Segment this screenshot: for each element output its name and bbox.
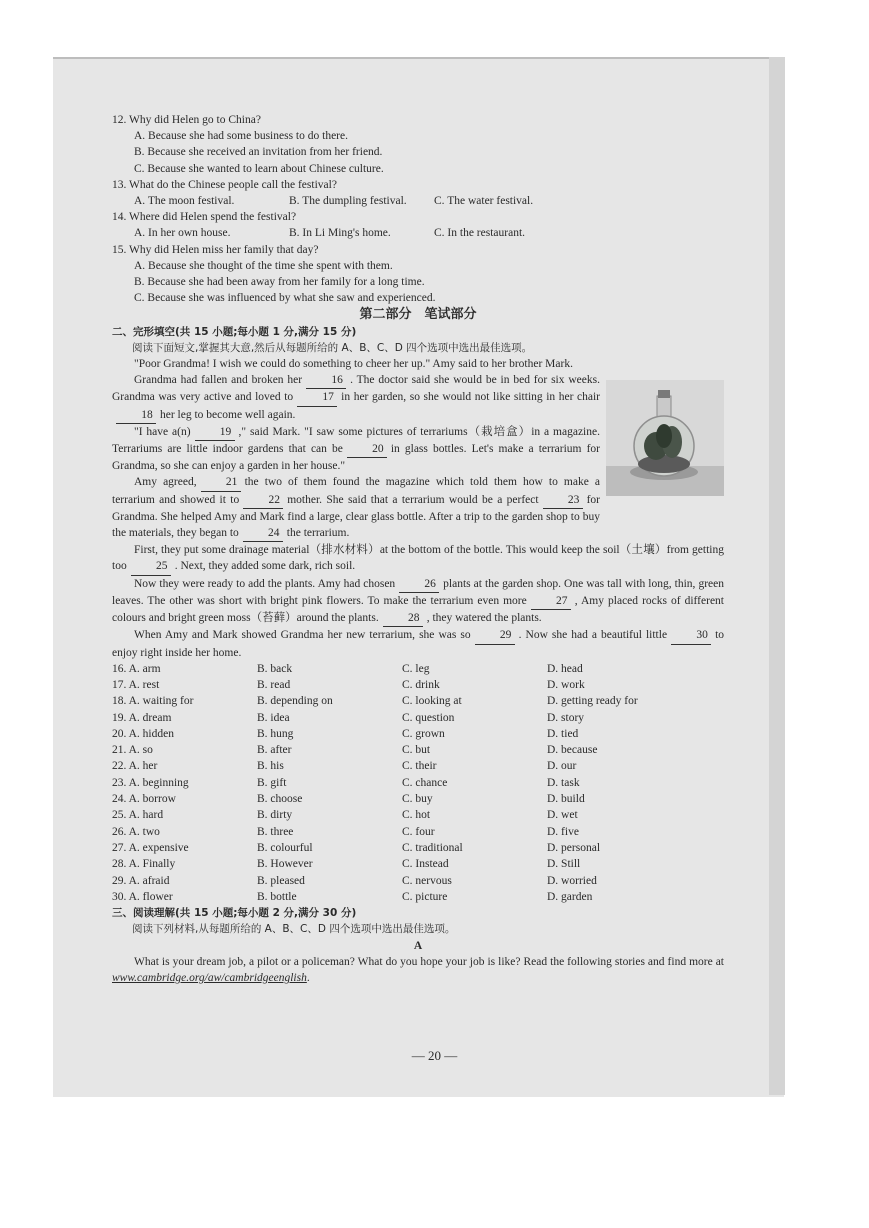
option: C. Because she wanted to learn about Chinese culture. xyxy=(134,162,384,175)
option-cell: D. wet xyxy=(547,809,578,822)
reading-section-heading: 三、阅读理解(共 15 小题;每小题 2 分,满分 30 分) xyxy=(112,907,357,920)
option-cell: B. bottle xyxy=(257,890,297,903)
blank-29: 29 xyxy=(475,627,515,644)
option-cell: C. grown xyxy=(402,727,445,740)
option-cell: 25. A. hard xyxy=(112,809,164,822)
blank-25: 25 xyxy=(131,558,171,575)
blank-17: 17 xyxy=(297,389,337,406)
option-cell: D. build xyxy=(547,793,585,806)
option-cell: B. depending on xyxy=(257,695,333,708)
option: C. The water festival. xyxy=(434,195,534,208)
option: C. In the restaurant. xyxy=(434,227,526,240)
option-cell: D. worried xyxy=(547,874,597,887)
option-cell: 16. A. arm xyxy=(112,662,161,675)
listening-questions xyxy=(112,112,724,306)
option-cell: 21. A. so xyxy=(112,744,153,757)
cloze-paragraph: "I have a(n) 19 ," said Mark. "I saw some pictures of terrariums（栽培盒）in a magazine. Terrariums are little indoor gardens that can be 20 in glass bottles. Let's make a terrarium for Grandma, so she can enjoy a garden in her house." xyxy=(112,425,600,473)
option-cell: 27. A. expensive xyxy=(112,841,189,854)
option-cell: 24. A. borrow xyxy=(112,793,176,806)
blank-18: 18 xyxy=(116,407,156,424)
option: A. In her own house. xyxy=(134,227,231,240)
option-cell: C. picture xyxy=(402,890,448,903)
option-cell: B. choose xyxy=(257,793,303,806)
option-cell: C. buy xyxy=(402,793,433,806)
option: B. Because she had been away from her family for a long time. xyxy=(134,276,425,289)
option-cell: D. head xyxy=(547,662,583,675)
question-14: 14. Where did Helen spend the festival? xyxy=(112,211,297,224)
option: A. The moon festival. xyxy=(134,195,235,208)
blank-21: 21 xyxy=(201,474,241,491)
option-cell: B. three xyxy=(257,825,294,838)
part-two-title: 第二部分 笔试部分 xyxy=(359,307,477,323)
option-cell: D. our xyxy=(547,760,577,773)
option-cell: B. his xyxy=(257,760,284,773)
blank-23: 23 xyxy=(543,492,583,509)
option-cell: D. task xyxy=(547,776,580,789)
blank-28: 28 xyxy=(383,610,423,627)
cloze-paragraph: When Amy and Mark showed Grandma her new terrarium, she was so 29 . Now she had a beautiful little 30 to enjoy right inside her home. xyxy=(112,629,725,659)
option-cell: C. Instead xyxy=(402,858,449,871)
option-cell: 26. A. two xyxy=(112,825,160,838)
option-cell: 18. A. waiting for xyxy=(112,695,194,708)
option-cell: D. personal xyxy=(547,841,601,854)
option-cell: C. looking at xyxy=(402,695,462,708)
option-cell: C. chance xyxy=(402,776,448,789)
option-cell: D. because xyxy=(547,744,598,757)
option-cell: C. hot xyxy=(402,809,431,822)
terrarium-image xyxy=(606,380,724,496)
option-cell: B. hung xyxy=(257,727,294,740)
option-cell: 29. A. afraid xyxy=(112,874,170,887)
option-cell: 30. A. flower xyxy=(112,890,173,903)
option: B. The dumpling festival. xyxy=(289,195,407,208)
cloze-paragraph: "Poor Grandma! I wish we could do something to cheer her up." Amy said to her brother Mark. xyxy=(134,358,573,371)
options-row xyxy=(134,193,724,209)
option-cell: C. question xyxy=(402,711,455,724)
blank-27: 27 xyxy=(531,593,571,610)
option: A. Because she thought of the time she spent with them. xyxy=(134,259,393,272)
option: B. In Li Ming's home. xyxy=(289,227,391,240)
option-cell: B. idea xyxy=(257,711,290,724)
option-cell: B. read xyxy=(257,679,291,691)
page-edge xyxy=(769,57,785,1095)
option: C. Because she was influenced by what she saw and experienced. xyxy=(134,292,436,305)
option-cell: D. Still xyxy=(547,858,581,871)
option-cell: 17. A. rest xyxy=(112,679,160,691)
option-cell: 22. A. her xyxy=(112,760,158,773)
reading-instruction: 阅读下列材料,从每题所给的 A、B、C、D 四个选项中选出最佳选项。 xyxy=(132,923,456,936)
blank-26: 26 xyxy=(399,576,439,593)
option: A. Because she had some business to do there. xyxy=(134,130,348,143)
option-cell: 28. A. Finally xyxy=(112,858,176,871)
option-cell: C. four xyxy=(402,825,435,838)
cloze-with-image xyxy=(112,372,724,542)
question-13: 13. What do the Chinese people call the festival? xyxy=(112,178,337,191)
option-cell: C. traditional xyxy=(402,841,463,854)
options-row xyxy=(134,225,724,241)
cloze-paragraph: Grandma had fallen and broken her 16 . The doctor said she would be in bed for six weeks. Grandma was very active and loved to 17 in her garden, so she would not like sitting in her chair18 her leg to become well again. xyxy=(112,372,600,424)
cloze-paragraph: Amy agreed, 21 the two of them found the magazine which told them how to make a terrarium and showed it to 22 mother. She said that a terrarium would be a perfect 23 for Grandma. She helped Amy and Mark find a large, clear glass bottle. After a trip to the garden shop to buy the materials, they began to 24 the terrarium. xyxy=(112,474,600,542)
option: B. Because she received an invitation from her friend. xyxy=(134,146,383,159)
option-cell: C. their xyxy=(402,760,437,773)
blank-16: 16 xyxy=(306,372,346,389)
option-cell: 19. A. dream xyxy=(112,711,172,724)
blank-22: 22 xyxy=(243,492,283,509)
option-cell: C. nervous xyxy=(402,874,452,887)
blank-30: 30 xyxy=(671,627,711,644)
cloze-options-table xyxy=(112,661,724,905)
passage-label: A xyxy=(413,939,423,952)
option-cell: B. back xyxy=(257,662,293,675)
option-cell: 23. A. beginning xyxy=(112,776,189,789)
cloze-paragraph: First, they put some drainage material（排水材料）at the bottom of the bottle. This would keep the soil（土壤）from getting too 25 . Next, they added some dark, rich soil. xyxy=(112,542,724,575)
option-cell: B. dirty xyxy=(257,809,293,822)
option-cell: B. gift xyxy=(257,776,287,789)
option-cell: D. tied xyxy=(547,727,579,740)
option-cell: 20. A. hidden xyxy=(112,727,174,740)
blank-19: 19 xyxy=(195,424,235,441)
option-cell: D. work xyxy=(547,679,585,691)
website-link[interactable]: www.cambridge.org/aw/cambridgeenglish xyxy=(112,971,307,984)
page-number: — 20 — xyxy=(411,1048,458,1063)
cloze-text-column xyxy=(112,372,600,542)
option-cell: D. story xyxy=(547,711,585,724)
question-15: 15. Why did Helen miss her family that day? xyxy=(112,243,319,256)
option-cell: B. However xyxy=(257,858,313,871)
question-12: 12. Why did Helen go to China? xyxy=(112,114,261,126)
cloze-instruction: 阅读下面短文,掌握其大意,然后从每题所给的 A、B、C、D 四个选项中选出最佳选项。 xyxy=(132,341,533,354)
cloze-paragraph: Now they were ready to add the plants. Amy had chosen 26 plants at the garden shop. One was tall with long, thin, green leaves. The other was short with bright pink flowers. To make the terrarium even more 27 , Amy placed rocks of different colours and bright green moss（苔藓）around the plants. 28 , they watered the plants. xyxy=(112,576,724,628)
page-content xyxy=(112,112,724,986)
terrarium-photo xyxy=(606,380,724,496)
option-cell: C. but xyxy=(402,744,431,757)
option-cell: D. getting ready for xyxy=(547,695,638,708)
option-cell: C. leg xyxy=(402,662,430,675)
option-cell: B. colourful xyxy=(257,841,313,854)
option-cell: C. drink xyxy=(402,679,440,691)
reading-paragraph: What is your dream job, a pilot or a policeman? What do you hope your job is like? Read the following stories and find more at www.cambridge.org/aw/cambridgeenglish. xyxy=(112,955,724,984)
option-cell: D. five xyxy=(547,825,579,838)
blank-24: 24 xyxy=(243,525,283,542)
option-cell: D. garden xyxy=(547,890,593,903)
cloze-section-heading: 二、完形填空(共 15 小题;每小题 1 分,满分 15 分) xyxy=(112,325,357,338)
blank-20: 20 xyxy=(347,441,387,458)
option-cell: B. pleased xyxy=(257,874,305,887)
option-cell: B. after xyxy=(257,744,292,757)
